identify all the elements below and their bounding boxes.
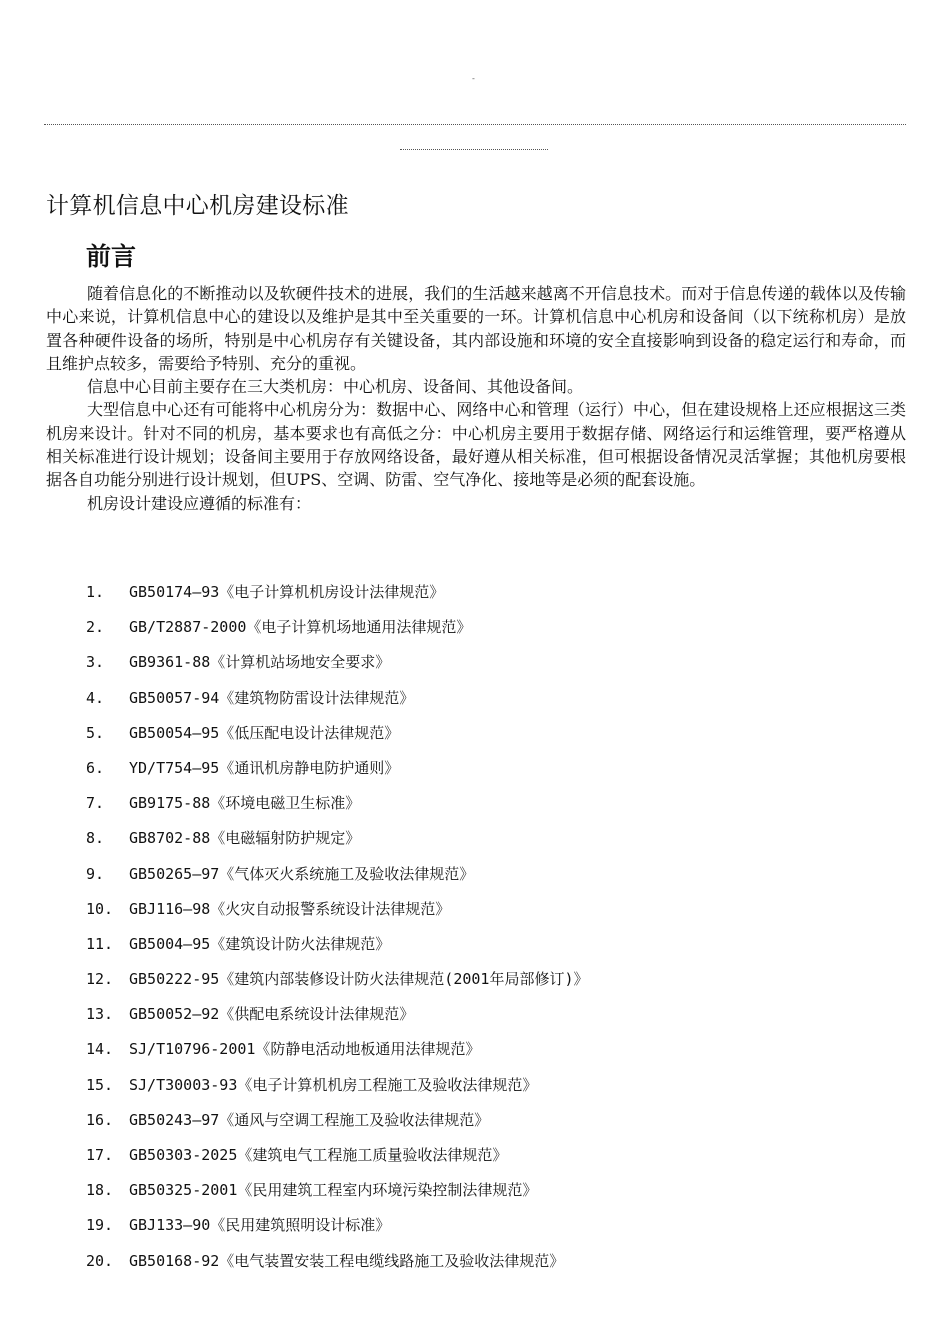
- list-item-text: SJ/T30003-93《电子计算机机房工程施工及验收法律规范》: [129, 1075, 538, 1094]
- list-item: [86, 1109, 589, 1144]
- list-item-number: 11.: [86, 934, 114, 953]
- list-item: [86, 792, 589, 827]
- standards-list: [86, 581, 589, 1285]
- list-item-number: 8.: [86, 829, 105, 848]
- list-item-text: SJ/T10796-2001《防静电活动地板通用法律规范》: [129, 1040, 481, 1059]
- list-item-number: 12.: [86, 970, 114, 989]
- list-item-number: 1.: [86, 583, 105, 601]
- list-item: [86, 1074, 589, 1109]
- list-item-text: GB5004—95《建筑设计防火法律规范》: [129, 934, 391, 953]
- list-item: [86, 827, 589, 862]
- list-item-text: GB50054—95《低压配电设计法律规范》: [129, 723, 400, 742]
- list-item-text: GB50052—92《供配电系统设计法律规范》: [129, 1005, 415, 1024]
- list-item-text: GB50174—93《电子计算机机房设计法律规范》: [129, 583, 445, 601]
- list-item-number: 15.: [86, 1075, 114, 1094]
- list-item: [86, 1214, 589, 1249]
- list-item: [86, 616, 589, 651]
- paragraph: 信息中心目前主要存在三大类机房：中心机房、设备间、其他设备间。: [87, 377, 584, 397]
- list-item-number: 2.: [86, 618, 105, 637]
- preface-body: [46, 282, 906, 515]
- list-item: [86, 933, 589, 968]
- list-item: [86, 1038, 589, 1073]
- list-item: [86, 968, 589, 1003]
- list-item-number: 4.: [86, 688, 105, 707]
- list-item-text: GB50222-95《建筑内部装修设计防火法律规范(2001年局部修订)》: [129, 970, 589, 989]
- list-item-number: 10.: [86, 899, 114, 918]
- list-item: [86, 1144, 589, 1179]
- document-title: 计算机信息中心机房建设标准: [46, 193, 349, 219]
- list-item: [86, 898, 589, 933]
- list-item-number: 19.: [86, 1216, 114, 1235]
- list-item-number: 18.: [86, 1181, 114, 1200]
- list-item-text: GB8702-88《电磁辐射防护规定》: [129, 829, 361, 848]
- list-item: [86, 687, 589, 722]
- section-heading: 前言: [86, 242, 137, 271]
- list-item-number: 14.: [86, 1040, 114, 1059]
- list-item: [86, 581, 589, 616]
- list-item-text: YD/T754—95《通讯机房静电防护通则》: [129, 758, 400, 777]
- list-item-text: GB/T2887-2000《电子计算机场地通用法律规范》: [129, 618, 472, 637]
- paragraph: 机房设计建设应遵循的标准有：: [87, 493, 312, 513]
- list-item-text: GBJ133—90《民用建筑照明设计标准》: [129, 1216, 391, 1235]
- list-item-text: GB9175-88《环境电磁卫生标准》: [129, 794, 361, 813]
- list-item: [86, 722, 589, 757]
- list-item-number: 17.: [86, 1146, 114, 1164]
- page-header-mark: -: [472, 74, 475, 83]
- list-item-number: 3.: [86, 653, 105, 672]
- list-item-number: 7.: [86, 794, 105, 813]
- list-item-text: GB50325-2001《民用建筑工程室内环境污染控制法律规范》: [129, 1181, 538, 1200]
- list-item: [86, 1250, 589, 1285]
- list-item-text: GB50265—97《气体灭火系统施工及验收法律规范》: [129, 864, 475, 883]
- list-item-number: 20.: [86, 1251, 114, 1270]
- list-item-number: 5.: [86, 723, 105, 742]
- list-item: [86, 1179, 589, 1214]
- paragraph: 大型信息中心还有可能将中心机房分为：数据中心、网络中心和管理（运行）中心，但在建设规格上还应根据这三类机房来设计。针对不同的机房，基本要求也有高低之分：中心机房主要用于数据存储、网络运行和运维管理，要严格遵从相关标准进行设计规划；设备间主要用于存放网络设备，最好遵从相关标准，但可根据设备情况灵活掌握；其他机房要根据各自功能分别进行设计规划，但UPS、空调、防雷、空气净化、接地等是必须的配套设施。: [46, 400, 906, 490]
- list-item: [86, 757, 589, 792]
- list-item-number: 16.: [86, 1110, 114, 1129]
- list-item-text: GB9361-88《计算机站场地安全要求》: [129, 653, 391, 672]
- list-item: [86, 1003, 589, 1038]
- header-subrule: [400, 149, 548, 150]
- list-item-number: 13.: [86, 1005, 114, 1024]
- list-item: [86, 651, 589, 686]
- list-item-number: 9.: [86, 864, 105, 883]
- list-item-text: GB50057-94《建筑物防雷设计法律规范》: [129, 688, 415, 707]
- list-item-text: GB50243—97《通风与空调工程施工及验收法律规范》: [129, 1110, 490, 1129]
- list-item-text: GBJ116—98《火灾自动报警系统设计法律规范》: [129, 899, 451, 918]
- header-rule: [44, 124, 906, 125]
- paragraph: 随着信息化的不断推动以及软硬件技术的进展，我们的生活越来越离不开信息技术。而对于信息传递的载体以及传输中心来说，计算机信息中心的建设以及维护是其中至关重要的一环。计算机信息中心机房和设备间（以下统称机房）是放置各种硬件设备的场所，特别是中心机房存有关键设备，其内部设施和环境的安全直接影响到设备的稳定运行和寿命，而且维护点较多，需要给予特别、充分的重视。: [46, 284, 906, 373]
- list-item: [86, 863, 589, 898]
- list-item-text: GB50168-92《电气装置安装工程电缆线路施工及验收法律规范》: [129, 1251, 565, 1270]
- list-item-number: 6.: [86, 758, 105, 777]
- list-item-text: GB50303-2025《建筑电气工程施工质量验收法律规范》: [129, 1146, 508, 1164]
